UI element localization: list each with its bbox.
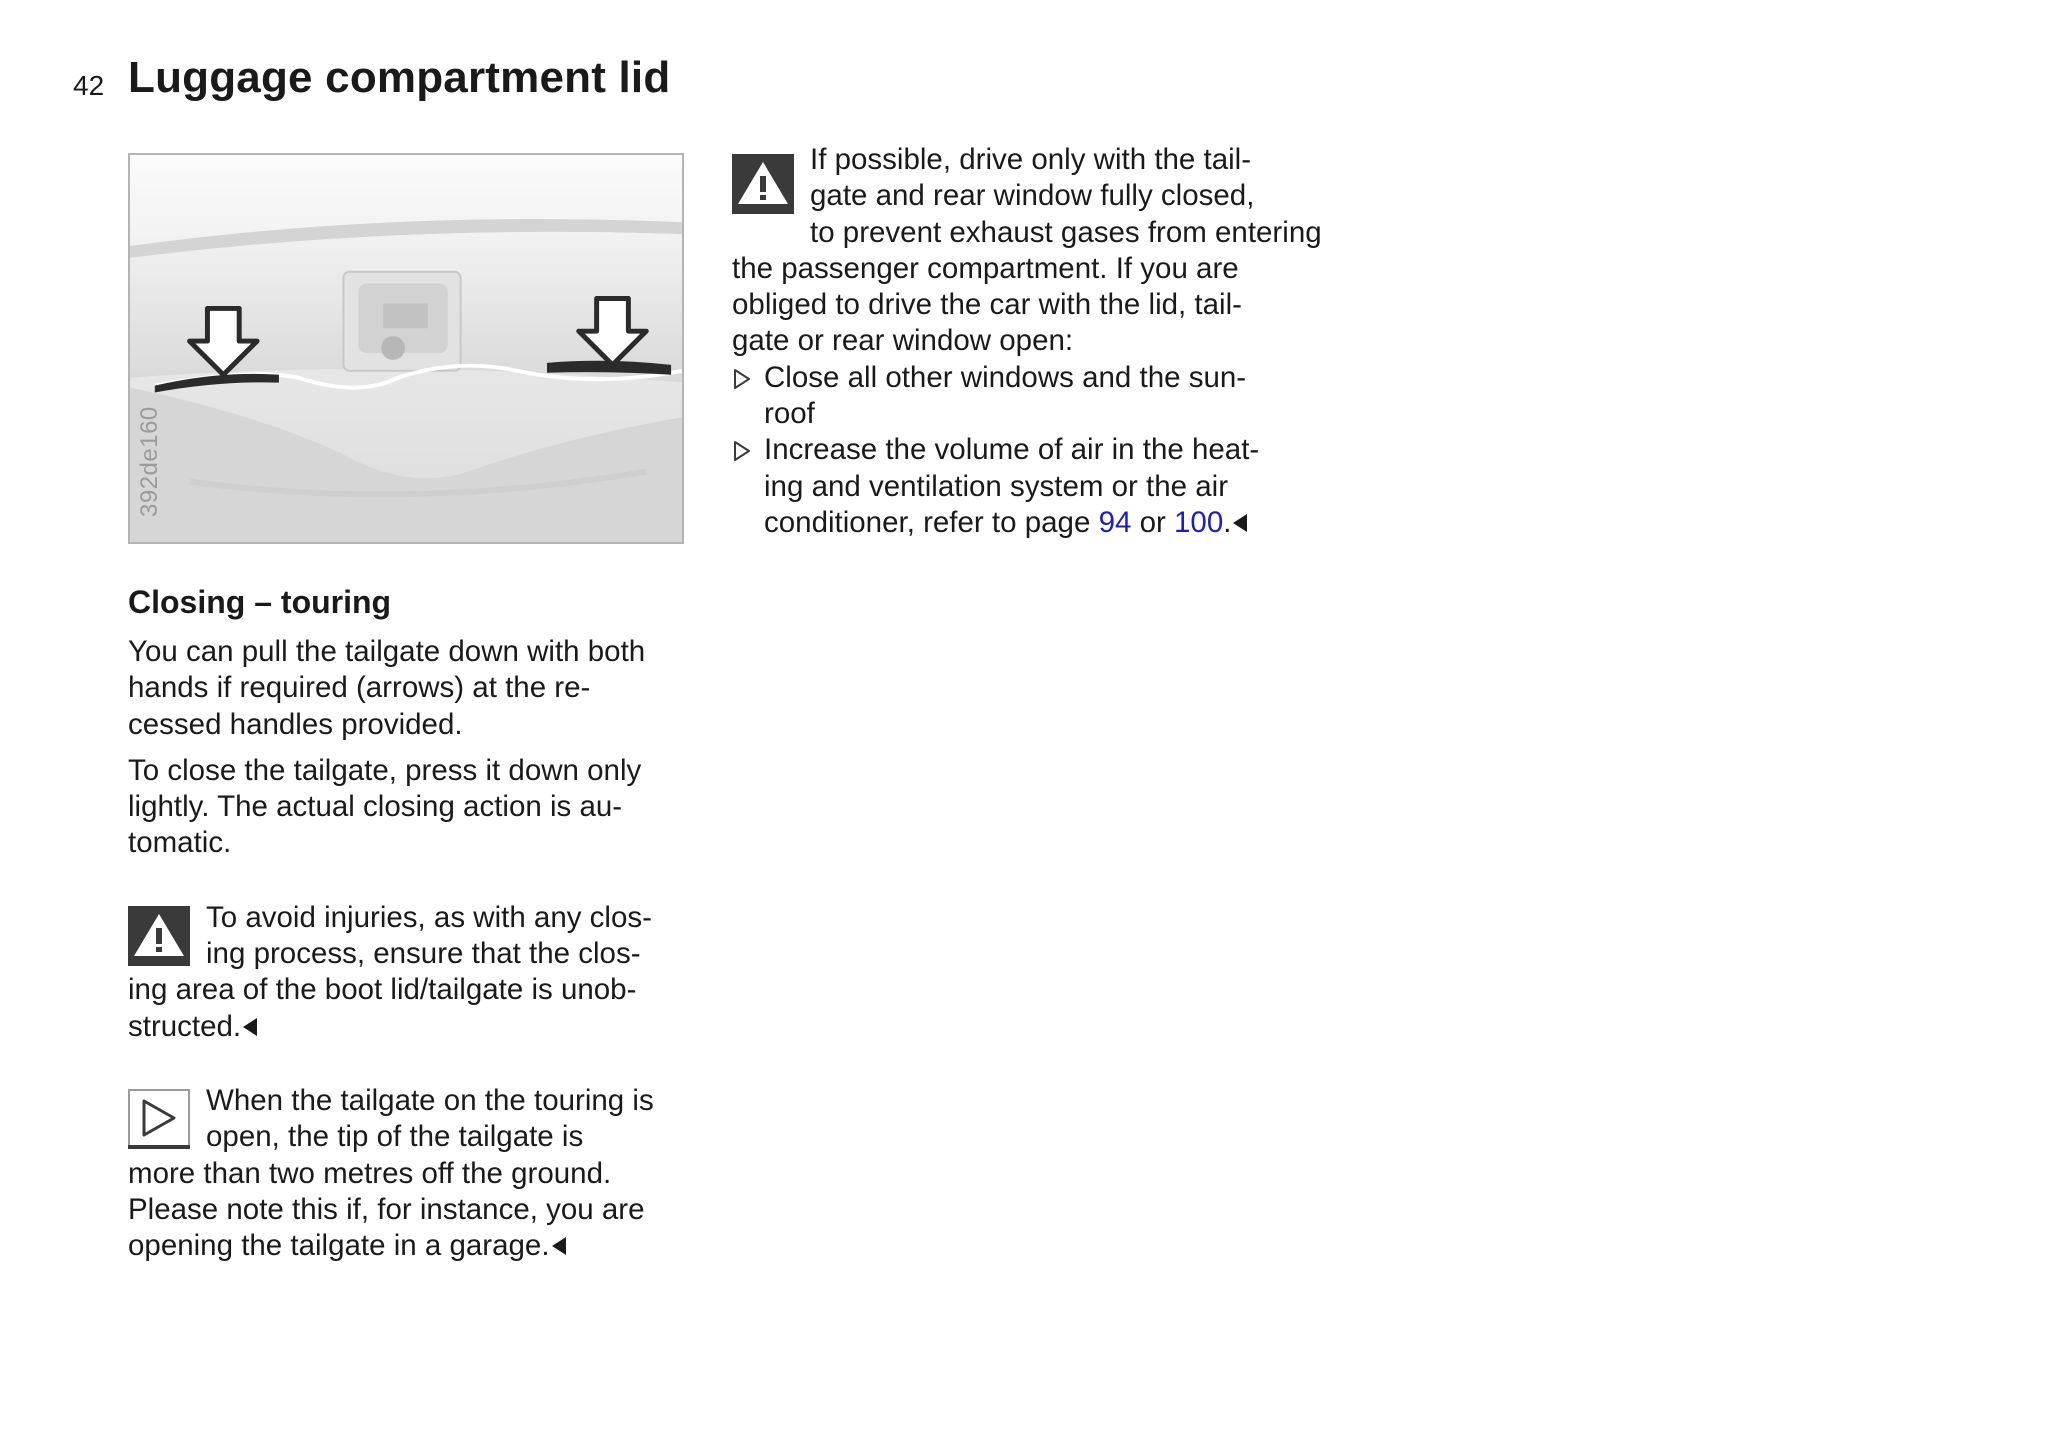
figure-code: 392de160 bbox=[136, 406, 163, 517]
list-item bbox=[732, 360, 1332, 433]
end-marker-icon bbox=[550, 1235, 568, 1257]
text-line: Please note this if, for instance, you are bbox=[128, 1192, 645, 1226]
page-title: Luggage compartment lid bbox=[128, 53, 671, 102]
paragraph-press-down bbox=[128, 753, 728, 862]
text-fragment: . bbox=[1223, 505, 1232, 539]
text-line: more than two metres off the ground. bbox=[128, 1156, 612, 1190]
text-line: lightly. The actual closing action is au- bbox=[128, 790, 623, 824]
end-marker-icon bbox=[1231, 512, 1249, 534]
text-line: tomatic. bbox=[128, 826, 232, 860]
text-line: If possible, drive only with the tail- bbox=[810, 143, 1252, 176]
text-line: structed. bbox=[128, 1009, 242, 1043]
text-line: gate and rear window fully closed, bbox=[810, 179, 1255, 213]
page-link-100[interactable]: 100 bbox=[1174, 505, 1224, 539]
page-number: 42 bbox=[73, 70, 105, 101]
page-link-94[interactable]: 94 bbox=[1098, 505, 1132, 539]
warning-notice-exhaust bbox=[732, 142, 1332, 360]
right-column bbox=[732, 142, 1332, 541]
left-column bbox=[128, 580, 728, 1264]
text-fragment: or bbox=[1131, 505, 1175, 539]
text-line: Close all other windows and the sun- bbox=[764, 360, 1247, 394]
warning-triangle-icon bbox=[732, 154, 794, 214]
bullet-triangle-icon bbox=[732, 439, 752, 463]
text-line: ing process, ensure that the clos- bbox=[206, 937, 641, 971]
text-line: When the tailgate on the touring is bbox=[206, 1083, 654, 1117]
list-item bbox=[732, 432, 1332, 541]
text-line: You can pull the tailgate down with both bbox=[128, 635, 646, 668]
text-line: to prevent exhaust gases from entering bbox=[810, 215, 1322, 249]
text-line: To close the tailgate, press it down only bbox=[128, 753, 642, 787]
text-line: ing and ventilation system or the air bbox=[764, 469, 1229, 503]
section-heading-closing-touring: Closing – touring bbox=[128, 584, 392, 620]
bullet-triangle-icon bbox=[732, 367, 752, 391]
text-line: hands if required (arrows) at the re- bbox=[128, 671, 591, 705]
tailgate-handles-figure bbox=[128, 153, 684, 544]
text-line: ing area of the boot lid/tailgate is unob- bbox=[128, 973, 637, 1007]
paragraph-pull-down bbox=[128, 634, 728, 743]
text-line: To avoid injuries, as with any clos- bbox=[206, 900, 652, 934]
text-line: opening the tailgate in a garage. bbox=[128, 1229, 550, 1263]
text-line: cessed handles provided. bbox=[128, 707, 463, 741]
text-line: obliged to drive the car with the lid, tail- bbox=[732, 288, 1242, 322]
text-line: conditioner, refer to page bbox=[764, 505, 1099, 539]
text-line: open, the tip of the tailgate is bbox=[206, 1120, 584, 1154]
note-notice-tailgate-height bbox=[128, 1083, 728, 1264]
note-arrow-icon bbox=[128, 1089, 190, 1149]
text-line: the passenger compartment. If you are bbox=[732, 251, 1239, 285]
end-marker-icon bbox=[241, 1016, 259, 1038]
exhaust-precautions-list bbox=[732, 360, 1332, 541]
warning-notice-injuries bbox=[128, 900, 728, 1045]
tailgate-illustration bbox=[130, 155, 682, 542]
text-line: gate or rear window open: bbox=[732, 324, 1074, 358]
warning-triangle-icon bbox=[128, 906, 190, 966]
text-line: roof bbox=[764, 397, 815, 431]
text-line: Increase the volume of air in the heat- bbox=[764, 433, 1260, 467]
